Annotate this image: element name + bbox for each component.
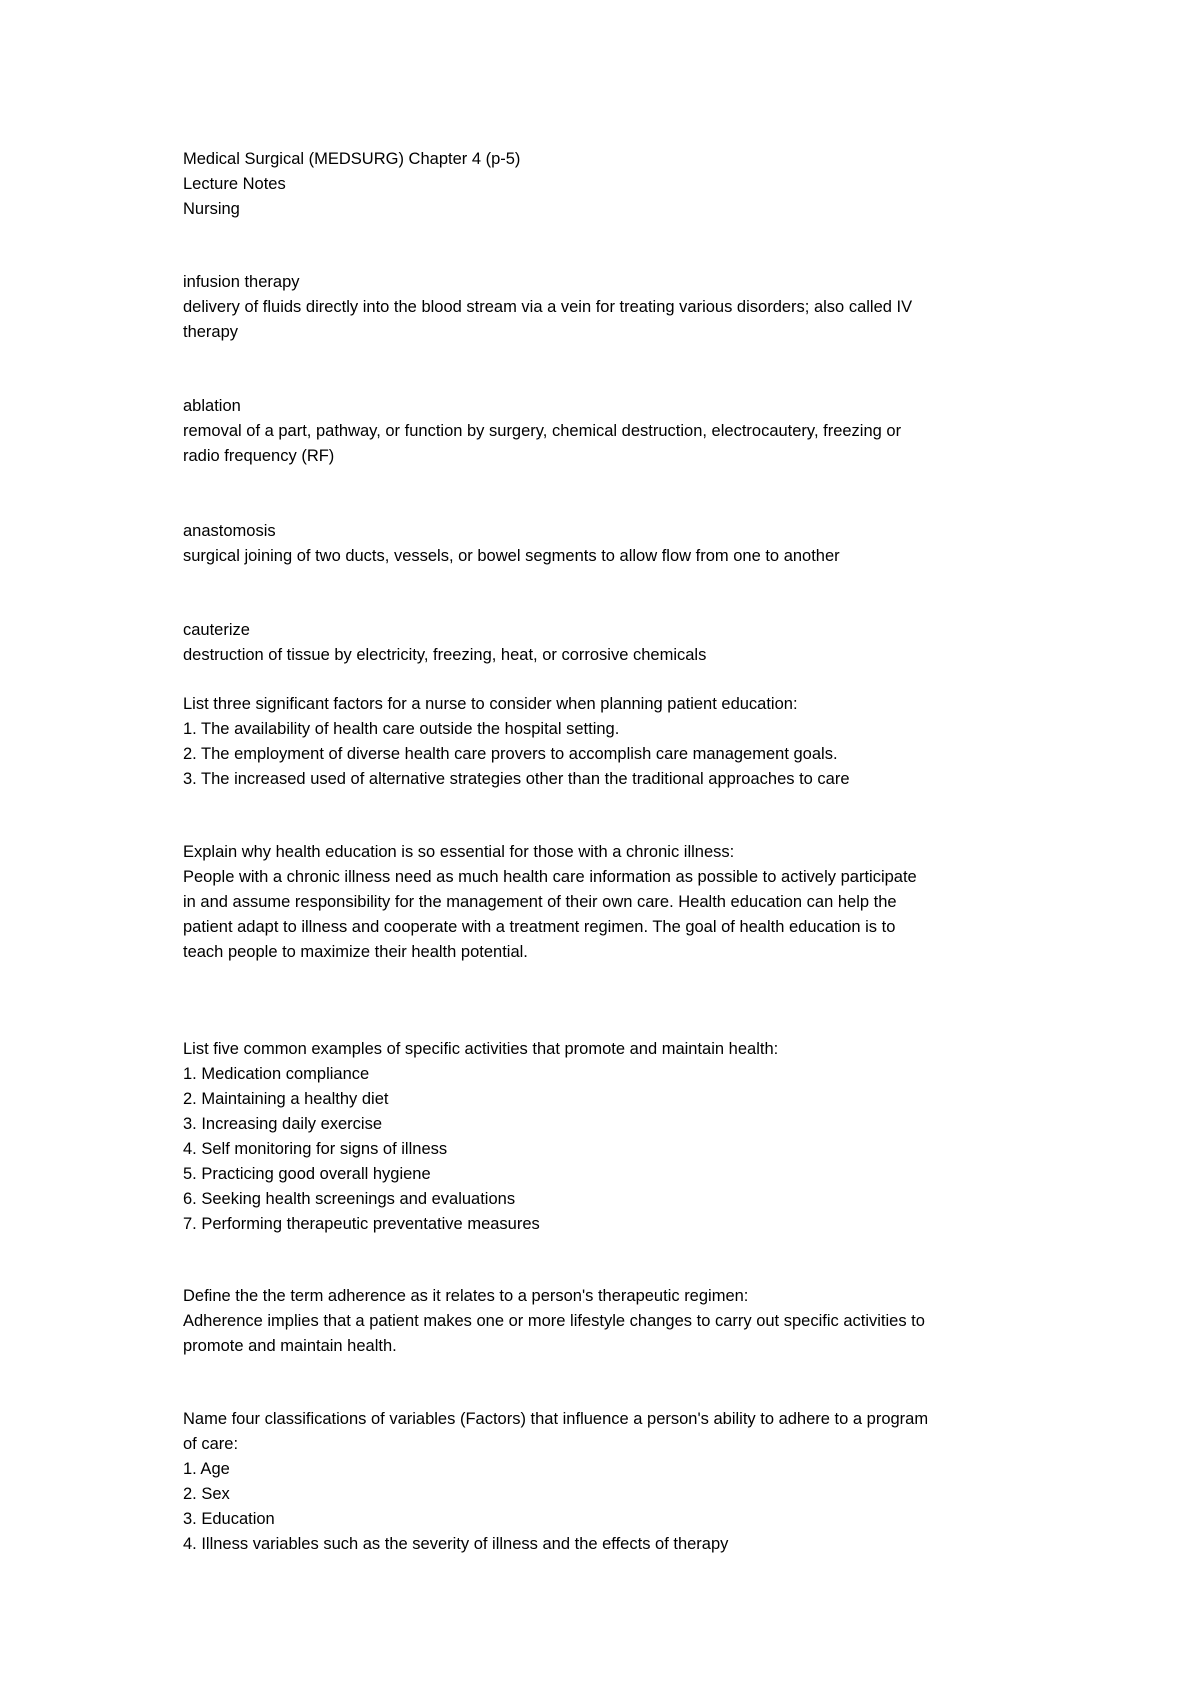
term-definition-line: destruction of tissue by electricity, freezing, heat, or corrosive chemicals — [183, 646, 707, 664]
term-infusion-therapy — [183, 270, 1043, 345]
list-item: 5. Practicing good overall hygiene — [183, 1165, 431, 1183]
list-item: 3. Increasing daily exercise — [183, 1115, 383, 1133]
document-subject: Nursing — [183, 200, 240, 218]
list-item: 6. Seeking health screenings and evaluations — [183, 1190, 516, 1208]
term-definition-line: therapy — [183, 323, 239, 341]
question-patient-education-factors — [183, 692, 1043, 792]
answer-line: in and assume responsibility for the management of their own care. Health education can help the — [183, 893, 897, 911]
term-definition-line: surgical joining of two ducts, vessels, or bowel segments to allow flow from one to another — [183, 547, 840, 565]
question-health-education-chronic-illness — [183, 840, 1043, 965]
term-definition-line: removal of a part, pathway, or function by surgery, chemical destruction, electrocautery, freezing or — [183, 422, 902, 440]
document-subtitle: Lecture Notes — [183, 175, 286, 193]
answer-line: Adherence implies that a patient makes one or more lifestyle changes to carry out specific activities to — [183, 1312, 925, 1330]
answer-line: promote and maintain health. — [183, 1337, 397, 1355]
question-text: List five common examples of specific activities that promote and maintain health: — [183, 1040, 779, 1058]
answer-line: People with a chronic illness need as much health care information as possible to actively participate — [183, 868, 917, 886]
list-item: 7. Performing therapeutic preventative measures — [183, 1215, 540, 1233]
term-cauterize — [183, 618, 1043, 668]
list-item: 2. Maintaining a healthy diet — [183, 1090, 389, 1108]
term-ablation — [183, 394, 1043, 469]
term-heading: anastomosis — [183, 522, 276, 540]
question-text: List three significant factors for a nurse to consider when planning patient education: — [183, 695, 798, 713]
question-define-adherence — [183, 1284, 1043, 1359]
list-item: 3. Education — [183, 1510, 275, 1528]
list-item: 1. The availability of health care outside the hospital setting. — [183, 720, 620, 738]
question-text: Explain why health education is so essential for those with a chronic illness: — [183, 843, 735, 861]
question-adherence-variables — [183, 1407, 1043, 1557]
question-text-line: of care: — [183, 1435, 239, 1453]
answer-line: teach people to maximize their health potential. — [183, 943, 528, 961]
document-title: Medical Surgical (MEDSURG) Chapter 4 (p-5) — [183, 150, 521, 168]
term-heading: ablation — [183, 397, 241, 415]
list-item: 4. Self monitoring for signs of illness — [183, 1140, 448, 1158]
list-item: 1. Age — [183, 1460, 230, 1478]
list-item: 2. Sex — [183, 1485, 230, 1503]
question-text: Define the the term adherence as it relates to a person's therapeutic regimen: — [183, 1287, 749, 1305]
term-heading: infusion therapy — [183, 273, 300, 291]
term-definition-line: delivery of fluids directly into the blood stream via a vein for treating various disorders; also called IV — [183, 298, 913, 316]
term-heading: cauterize — [183, 621, 250, 639]
question-text-line: Name four classifications of variables (Factors) that influence a person's ability to adhere to a program — [183, 1410, 929, 1428]
term-definition-line: radio frequency (RF) — [183, 447, 335, 465]
list-item: 1. Medication compliance — [183, 1065, 370, 1083]
list-item: 4. Illness variables such as the severity of illness and the effects of therapy — [183, 1535, 729, 1553]
question-health-activities — [183, 1037, 1043, 1237]
term-anastomosis — [183, 519, 1043, 569]
list-item: 2. The employment of diverse health care provers to accomplish care management goals. — [183, 745, 838, 763]
document-header — [183, 147, 1043, 222]
list-item: 3. The increased used of alternative strategies other than the traditional approaches to care — [183, 770, 850, 788]
answer-line: patient adapt to illness and cooperate with a treatment regimen. The goal of health education is to — [183, 918, 896, 936]
